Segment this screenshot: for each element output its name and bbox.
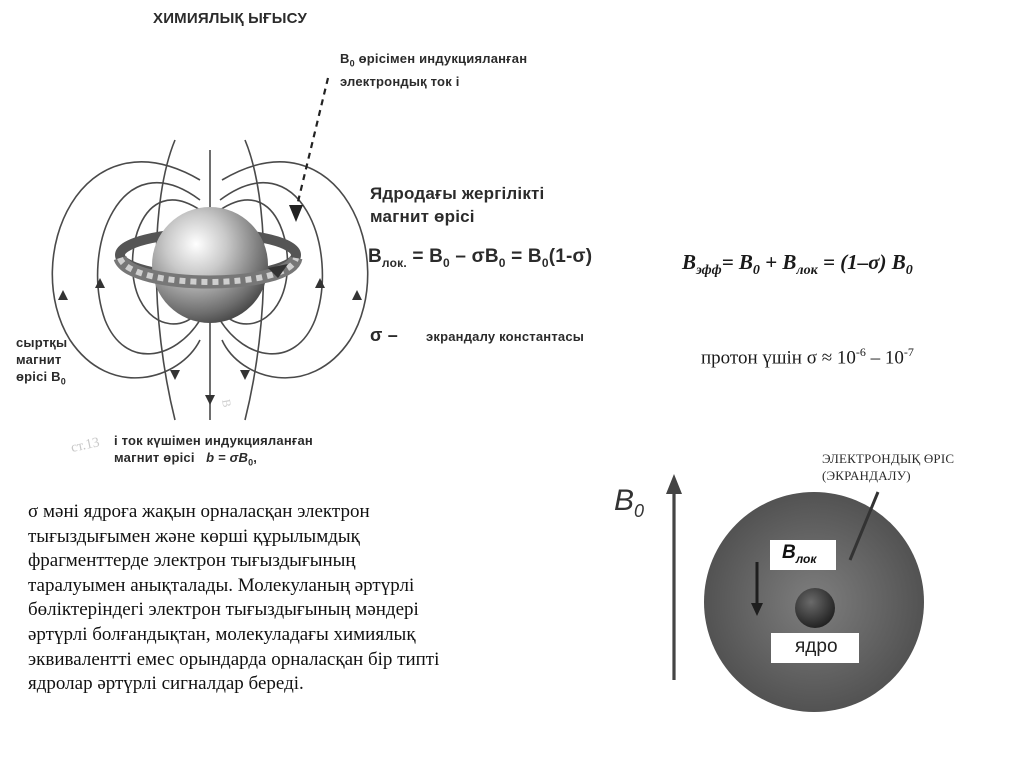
paragraph-line: тығыздығымен және көрші құрылымдық [28,525,360,547]
local-field-formula: $B_{лок.} = B_0 - \sigma B_0 = B_0(1-\sigma)$ [368,246,593,270]
nucleus-label: ядро [795,636,838,657]
proton-sigma-range: протон үшін $\sigma \approx 10^{-6} - 10^{-7}$ [701,345,914,369]
current-pointer-arrow [296,78,328,210]
paragraph-line: эквивалентті емес орындарда орналасқан бір типті [28,648,440,670]
effective-field-formula: $B_{эфф}= B_0 + B_{лок} = (1-\sigma)$ $B_0$ [682,250,913,279]
ring-current-label: $B_0$ өрісімен индукцияланған электрондық ток i [340,51,528,89]
induced-field-label: i ток күшімен индукцияланған магнит өрісі $b = \sigma B_0$, [114,433,313,468]
paragraph-line: таралуымен анықталады. Молекуланың әртүрлі [28,574,415,596]
svg-text:ст.13: ст.13 [69,435,101,456]
diagram-title: ХИМИЯЛЫҚ ЫҒЫСУ [153,10,308,27]
svg-text:B: B [219,398,235,409]
sigma-description: экрандалу константасы [426,329,585,344]
explanation-paragraph [28,500,439,697]
paragraph-line: бөліктеріндегі электрон тығыздығының мәндері [28,599,419,621]
paragraph-line: ядролар әртүрлі сигналдар береді. [28,673,304,695]
b0-label: $B_0$ [614,484,645,521]
nucleus-circle [795,588,835,628]
b-lok-label: $B_{лок}$ [782,542,817,566]
sigma-symbol: σ – [370,325,398,345]
external-field-label: сыртқы магнит өрісі $B_0$ [16,335,68,387]
paragraph-line: σ мәні ядроға жақын орналасқан электрон [28,501,370,522]
electron-field-label: ЭЛЕКТРОНДЫҚ ӨРІС (ЭКРАНДАЛУ) [822,451,955,483]
nucleus-sphere [152,207,268,323]
paragraph-line: әртүрлі болғандықтан, молекуладағы химиялық [28,623,416,645]
local-field-heading: Ядродағы жергілікті магнит өрісі [370,184,545,226]
paragraph-line: фрагменттерде электрон тығыздығының [28,550,356,572]
